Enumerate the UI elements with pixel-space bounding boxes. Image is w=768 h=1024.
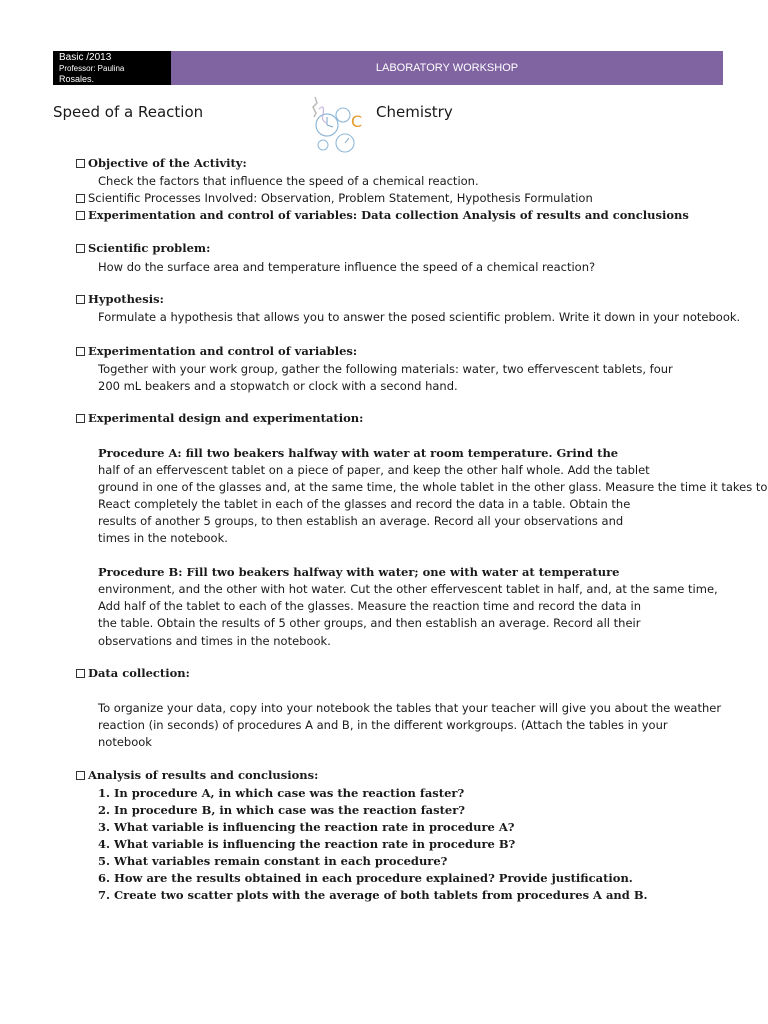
objective-heading-row xyxy=(76,156,247,170)
clocks-science-icon xyxy=(305,93,367,157)
data-collection-line: To organize your data, copy into your notebook the tables that your teacher will give you about the weather xyxy=(98,701,722,715)
data-collection-line: reaction (in seconds) of procedures A and B, in the different workgroups. (Attach the tables in your xyxy=(98,718,668,732)
analysis-question: 4. What variable is influencing the reaction rate in procedure B? xyxy=(98,837,516,851)
design-heading-row xyxy=(76,411,363,425)
header-course: Basic /2013 xyxy=(59,52,112,63)
procedure-a-line: half of an effervescent tablet on a piece of paper, and keep the other half whole. Add the tablet xyxy=(98,463,650,477)
control-line-1: Together with your work group, gather the following materials: water, two effervescent tablets, four xyxy=(98,362,673,376)
checkbox-bullet-icon xyxy=(76,414,85,423)
analysis-question: 7. Create two scatter plots with the average of both tablets from procedures A and B. xyxy=(98,888,648,902)
checkbox-bullet-icon xyxy=(76,159,85,168)
procedure-a-line: results of another 5 groups, to then establish an average. Record all your observations and xyxy=(98,514,624,528)
procedure-a-heading: Procedure A: fill two beakers halfway with water at room temperature. Grind the xyxy=(98,446,619,460)
analysis-heading: Analysis of results and conclusions: xyxy=(88,768,319,782)
procedure-b-heading: Procedure B: Fill two beakers halfway with water; one with water at temperature xyxy=(98,565,620,579)
header-professor: Professor: Paulina xyxy=(59,64,125,73)
checkbox-bullet-icon xyxy=(76,211,85,220)
checkbox-bullet-icon xyxy=(76,669,85,678)
data-collection-heading-row xyxy=(76,666,190,680)
procedure-b-line: observations and times in the notebook. xyxy=(98,634,331,648)
control-heading: Experimentation and control of variables: xyxy=(88,344,358,358)
analysis-heading-row xyxy=(76,768,318,782)
procedure-a-line: React completely the tablet in each of the glasses and record the data in a table. Obtain the xyxy=(98,497,631,511)
checkbox-bullet-icon xyxy=(76,295,85,304)
header-course-info xyxy=(53,51,171,85)
analysis-question: 2. In procedure B, in which case was the reaction faster? xyxy=(98,803,465,817)
procedure-b-line: Add half of the tablet to each of the glasses. Measure the reaction time and record the data in xyxy=(98,599,642,613)
hypothesis-heading-row xyxy=(76,292,164,306)
subject-title: Chemistry xyxy=(376,103,453,121)
logo-letter: C xyxy=(351,112,363,131)
analysis-question: 6. How are the results obtained in each procedure explained? Provide justification. xyxy=(98,871,633,885)
control-line-2: 200 mL beakers and a stopwatch or clock with a second hand. xyxy=(98,379,458,393)
procedure-b-line: environment, and the other with hot water. Cut the other effervescent tablet in half, and, at the same time, xyxy=(98,582,718,596)
procedure-a-line: times in the notebook. xyxy=(98,531,228,545)
hypothesis-heading: Hypothesis: xyxy=(88,292,164,306)
design-heading: Experimental design and experimentation: xyxy=(88,411,364,425)
experimentation-text: Experimentation and control of variables: Data collection Analysis of results and conclusions xyxy=(88,208,689,222)
data-collection-line: notebook xyxy=(98,735,152,749)
problem-text: How do the surface area and temperature influence the speed of a chemical reaction? xyxy=(98,260,596,274)
analysis-question: 5. What variables remain constant in each procedure? xyxy=(98,854,448,868)
control-heading-row xyxy=(76,344,357,358)
analysis-question: 1. In procedure A, in which case was the reaction faster? xyxy=(98,786,465,800)
experimentation-row xyxy=(76,208,689,222)
checkbox-bullet-icon xyxy=(76,347,85,356)
data-collection-heading: Data collection: xyxy=(88,666,190,680)
header-bar xyxy=(53,51,723,85)
hypothesis-text: Formulate a hypothesis that allows you to answer the posed scientific problem. Write it down in your notebook. xyxy=(98,310,741,324)
analysis-question: 3. What variable is influencing the reaction rate in procedure A? xyxy=(98,820,515,834)
processes-text: Scientific Processes Involved: Observation, Problem Statement, Hypothesis Formulation xyxy=(88,191,593,205)
page-title: Speed of a Reaction xyxy=(53,103,204,121)
checkbox-bullet-icon xyxy=(76,244,85,253)
problem-heading: Scientific problem: xyxy=(88,241,211,255)
checkbox-bullet-icon xyxy=(76,771,85,780)
problem-heading-row xyxy=(76,241,210,255)
objective-heading: Objective of the Activity: xyxy=(88,156,247,170)
objective-text: Check the factors that influence the speed of a chemical reaction. xyxy=(98,174,479,188)
processes-row xyxy=(76,191,593,205)
procedure-a-line: ground in one of the glasses and, at the same time, the whole tablet in the other glass. Measure the time it takes to xyxy=(98,480,768,494)
header-professor-name: Rosales. xyxy=(59,74,95,84)
procedure-b-line: the table. Obtain the results of 5 other groups, and then establish an average. Record all their xyxy=(98,616,641,630)
checkbox-bullet-icon xyxy=(76,194,85,203)
header-title: LABORATORY WORKSHOP xyxy=(171,51,723,85)
